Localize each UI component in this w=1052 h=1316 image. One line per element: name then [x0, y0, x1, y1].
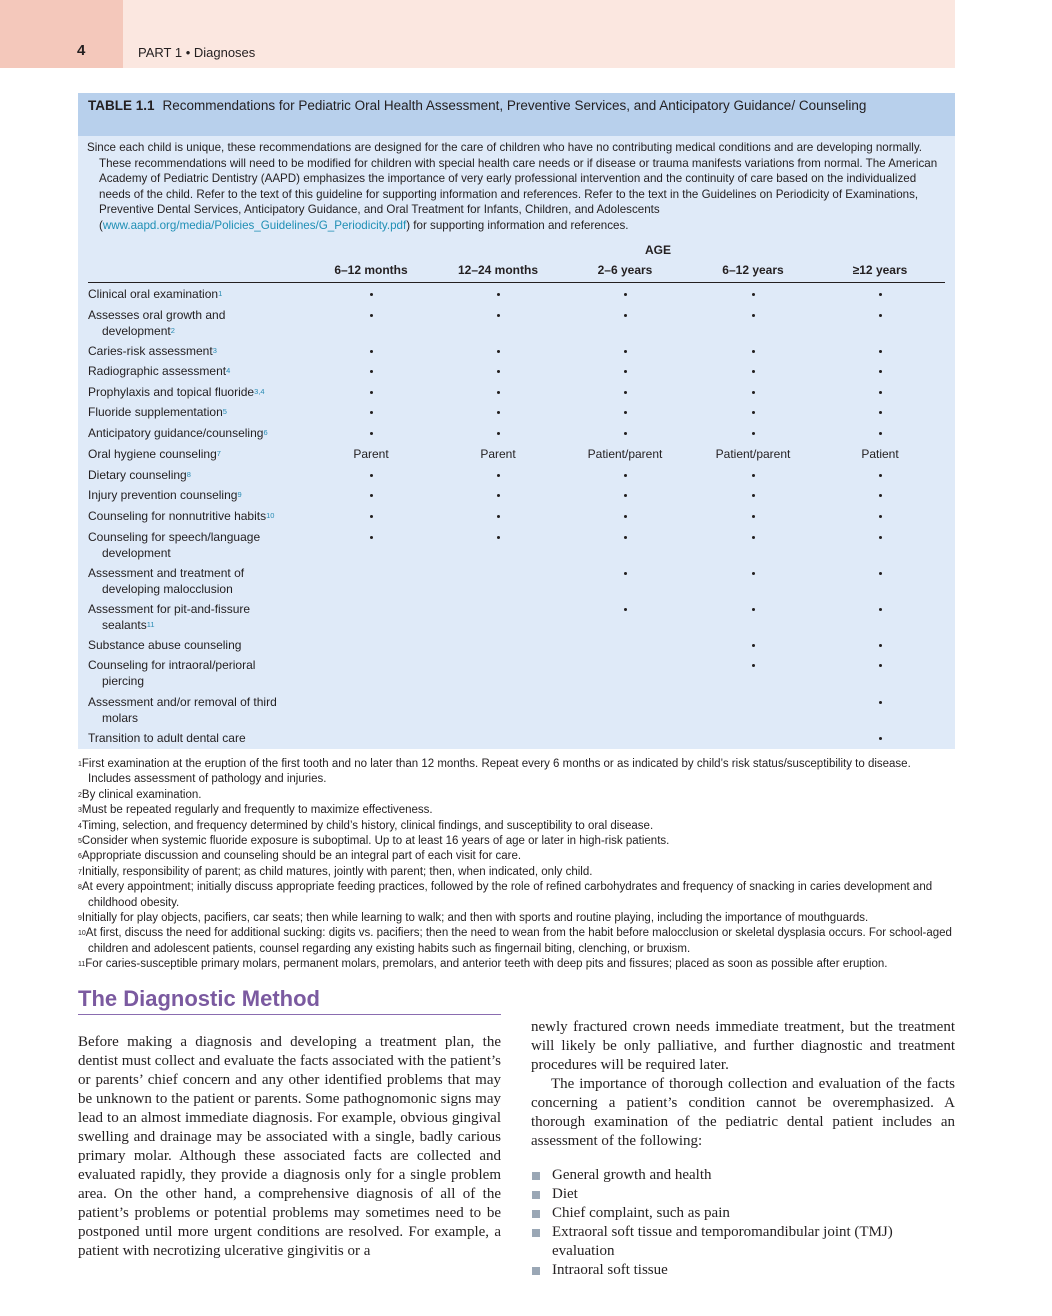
row-label: Substance abuse counseling: [88, 638, 242, 652]
recommended-dot: [688, 638, 818, 654]
square-bullet-icon: [532, 1210, 540, 1218]
bullet-dot-icon: [752, 536, 755, 539]
footnote-ref: 3: [212, 346, 217, 355]
column-header: 6–12 months: [334, 263, 408, 277]
recommended-dot: [688, 530, 818, 546]
recommended-dot: [688, 509, 818, 525]
recommended-dot: [560, 566, 690, 582]
bullet-dot-icon: [370, 391, 373, 394]
recommended-dot: [688, 566, 818, 582]
footnote: $^4$Timing, selection, and frequency determined by child’s history, clinical findings, and susceptibility to oral disease.: [78, 819, 654, 832]
recommended-dot: [433, 426, 563, 442]
bullet-dot-icon: [370, 411, 373, 414]
recommended-dot: [306, 287, 436, 303]
bullet-dot-icon: [370, 314, 373, 317]
recommended-dot: [688, 287, 818, 303]
column-header: 6–12 years: [722, 263, 784, 277]
footnote-ref: 6: [263, 428, 268, 437]
table-footnotes: [78, 757, 955, 973]
bullet-dot-icon: [497, 494, 500, 497]
footnote: $^8$At every appointment; initially discuss appropriate feeding practices, followed by the role of refined carbohydrates and frequency of snacking in caries development and childhood obesity.: [78, 881, 933, 909]
footnote-ref: 1: [218, 289, 223, 298]
body-paragraph: Before making a diagnosis and developing a treatment plan, the dentist must collect and evaluate the facts associated with the patient’s or parents’ chief concern and any other identified problems that may be unknown to the patient or parents. Some pathognomonic signs may lead to an almost immediate diagnosis. For example, obvious gingival swelling and drainage may be associated with a single, badly carious primary molar. Although these associated facts are collected and evaluated rapidly, they provide a diagnosis only for a single problem area. On the other hand, a comprehensive diagnosis of all of the patient’s problems or potential problems may sometimes need to be postponed until more urgent conditions are resolved. For example, a patient with necrotizing ulcerative gingivitis or a: [78, 1034, 501, 1259]
row-label: Oral hygiene counseling$^7$: [88, 447, 221, 461]
bullet-dot-icon: [752, 572, 755, 575]
recommended-dot: [815, 658, 945, 674]
recommended-dot: [306, 405, 436, 421]
footnote-ref: 2: [170, 325, 175, 335]
recommended-dot: [815, 566, 945, 582]
recommended-dot: [815, 731, 945, 747]
recommended-dot: [815, 405, 945, 421]
bullet-dot-icon: [497, 293, 500, 296]
table-cell: Patient: [861, 447, 899, 461]
bullet-dot-icon: [497, 314, 500, 317]
row-label: Fluoride supplementation$^5$: [88, 405, 227, 419]
footnote: $^9$Initially for play objects, pacifiers, car seats; then while learning to walk; and then with sports and routine playing, including the importance of mouthguards.: [78, 912, 869, 925]
bullet-dot-icon: [752, 370, 755, 373]
recommended-dot: [688, 344, 818, 360]
bullet-dot-icon: [497, 370, 500, 373]
bullet-dot-icon: [370, 432, 373, 435]
recommended-dot: [815, 488, 945, 504]
bullet-dot-icon: [752, 664, 755, 667]
recommended-dot: [560, 287, 690, 303]
bullet-dot-icon: [624, 370, 627, 373]
list-item: Chief complaint, such as pain: [531, 1204, 955, 1223]
body-column-left: [78, 1033, 501, 1261]
footnote: $^{11}$For caries-susceptible primary molars, permanent molars, premolars, and anterior teeth with deep pits and fissures; placed as soon as possible after eruption.: [78, 958, 888, 971]
recommended-dot: [688, 468, 818, 484]
footnote-ref: 9: [237, 490, 242, 499]
bullet-dot-icon: [624, 515, 627, 518]
bullet-dot-icon: [624, 572, 627, 575]
recommended-dot: [815, 385, 945, 401]
recommended-dot: [560, 364, 690, 380]
bullet-dot-icon: [752, 350, 755, 353]
row-label: Assesses oral growth and development$^2$: [88, 308, 226, 338]
bullet-dot-icon: [624, 293, 627, 296]
row-label: Anticipatory guidance/counseling$^6$: [88, 426, 268, 440]
row-label: Injury prevention counseling$^9$: [88, 488, 242, 502]
bullet-dot-icon: [497, 350, 500, 353]
table-label: TABLE 1.1: [88, 98, 155, 113]
recommended-dot: [560, 405, 690, 421]
footnote-ref: 3,4: [254, 387, 265, 396]
recommended-dot: [306, 426, 436, 442]
row-label: Dietary counseling$^8$: [88, 468, 191, 482]
table-intro-text-end: ) for supporting information and references.: [406, 218, 629, 232]
bullet-dot-icon: [752, 293, 755, 296]
square-bullet-icon: [532, 1172, 540, 1180]
square-bullet-icon: [532, 1229, 540, 1237]
footnote: $^{10}$At first, discuss the need for additional sucking: digits vs. pacifiers; then the need to wean from the habit before malocclusion or skeletal dysplasia occurs. For school-aged children and adolescent patients, counsel regarding any existing habits such as fingernail biting, clenching, or bruxism.: [78, 927, 952, 955]
bullet-dot-icon: [879, 293, 882, 296]
recommended-dot: [688, 426, 818, 442]
bullet-dot-icon: [752, 432, 755, 435]
body-paragraph: The importance of thorough collection and evaluation of the facts concerning a patient’s condition cannot be overemphasized. A thorough examination of the pediatric dental patient includes an assessment of the following:: [531, 1076, 955, 1149]
bullet-dot-icon: [370, 474, 373, 477]
bullet-dot-icon: [370, 350, 373, 353]
bullet-dot-icon: [370, 536, 373, 539]
recommended-dot: [433, 468, 563, 484]
recommended-dot: [688, 658, 818, 674]
bullet-dot-icon: [752, 494, 755, 497]
section-heading: The Diagnostic Method: [78, 986, 320, 1011]
recommended-dot: [815, 638, 945, 654]
row-label: Assessment and/or removal of third molars: [88, 695, 277, 725]
bullet-dot-icon: [752, 608, 755, 611]
recommended-dot: [688, 488, 818, 504]
section-heading-rule: [78, 1014, 501, 1015]
recommended-dot: [815, 468, 945, 484]
recommended-dot: [688, 308, 818, 324]
bullet-dot-icon: [752, 474, 755, 477]
recommended-dot: [306, 530, 436, 546]
recommended-dot: [306, 364, 436, 380]
recommended-dot: [433, 344, 563, 360]
table-title: [88, 97, 948, 115]
recommended-dot: [815, 602, 945, 618]
recommended-dot: [815, 364, 945, 380]
recommended-dot: [560, 468, 690, 484]
table-1-1: [78, 93, 955, 749]
bullet-dot-icon: [752, 644, 755, 647]
recommended-dot: [560, 509, 690, 525]
footnote: $^3$Must be repeated regularly and frequently to maximize effectiveness.: [78, 804, 433, 817]
row-label: Prophylaxis and topical fluoride$^{3,4}$: [88, 385, 265, 399]
bullet-dot-icon: [752, 515, 755, 518]
bullet-dot-icon: [879, 314, 882, 317]
bullet-dot-icon: [624, 432, 627, 435]
bullet-dot-icon: [497, 536, 500, 539]
bullet-dot-icon: [879, 737, 882, 740]
recommended-dot: [815, 308, 945, 324]
list-item: General growth and health: [531, 1166, 955, 1185]
row-label: Clinical oral examination$^1$: [88, 287, 223, 301]
bullet-dot-icon: [879, 474, 882, 477]
bullet-dot-icon: [497, 474, 500, 477]
bullet-dot-icon: [624, 391, 627, 394]
bullet-dot-icon: [370, 494, 373, 497]
bullet-dot-icon: [370, 370, 373, 373]
list-item: Diet: [531, 1185, 955, 1204]
footnote-ref: 10: [266, 511, 275, 520]
recommended-dot: [560, 602, 690, 618]
recommended-dot: [688, 385, 818, 401]
bullet-dot-icon: [624, 536, 627, 539]
bullet-dot-icon: [879, 608, 882, 611]
header-tab: [0, 0, 123, 68]
bullet-dot-icon: [879, 644, 882, 647]
column-header: 2–6 years: [597, 263, 653, 277]
table-cell: Parent: [353, 447, 389, 461]
bullet-dot-icon: [624, 350, 627, 353]
recommended-dot: [433, 488, 563, 504]
bullet-dot-icon: [879, 701, 882, 704]
recommended-dot: [306, 488, 436, 504]
recommended-dot: [815, 426, 945, 442]
bullet-dot-icon: [497, 411, 500, 414]
bullet-dot-icon: [879, 411, 882, 414]
footnote: $^5$Consider when systemic fluoride exposure is suboptimal. Up to at least 16 years of age or later in high-risk patients.: [78, 835, 670, 848]
header-rule: [88, 282, 945, 283]
footnote-ref: 8: [186, 470, 191, 479]
bullet-dot-icon: [624, 314, 627, 317]
recommended-dot: [306, 509, 436, 525]
bullet-dot-icon: [879, 391, 882, 394]
footnote: $^7$Initially, responsibility of parent; as child matures, jointly with parent; then, when indicated, only child.: [78, 865, 593, 878]
table-cell: Patient/parent: [587, 447, 663, 461]
row-label: Caries-risk assessment$^3$: [88, 344, 217, 358]
row-label: Radiographic assessment$^4$: [88, 364, 231, 378]
row-label: Counseling for nonnutritive habits$^{10}$: [88, 509, 275, 523]
list-item: Extraoral soft tissue and temporomandibular joint (TMJ) evaluation: [531, 1223, 955, 1261]
bullet-dot-icon: [879, 370, 882, 373]
bullet-dot-icon: [752, 411, 755, 414]
recommended-dot: [433, 530, 563, 546]
periodicity-guideline-link[interactable]: www.aapd.org/media/Policies_Guidelines/G_Periodicity.pdf: [102, 218, 407, 232]
recommended-dot: [433, 364, 563, 380]
bullet-dot-icon: [370, 515, 373, 518]
body-paragraph: newly fractured crown needs immediate treatment, but the treatment will likely be only palliative, and further diagnostic and treatment procedures will be required later.: [531, 1019, 955, 1073]
bullet-dot-icon: [879, 350, 882, 353]
bullet-dot-icon: [752, 391, 755, 394]
body-column-right: [531, 1018, 955, 1151]
page-number: 4: [77, 42, 86, 59]
recommended-dot: [433, 405, 563, 421]
bullet-dot-icon: [497, 432, 500, 435]
recommended-dot: [306, 308, 436, 324]
recommended-dot: [560, 344, 690, 360]
row-label: Counseling for speech/language development: [88, 530, 261, 560]
age-column-group-label: AGE: [644, 243, 671, 257]
row-label: Assessment for pit-and-fissure sealants$^{11}$: [88, 602, 251, 632]
bullet-dot-icon: [879, 536, 882, 539]
footnote-ref: 4: [226, 366, 231, 375]
recommended-dot: [688, 405, 818, 421]
recommended-dot: [433, 287, 563, 303]
table-cell: Patient/parent: [715, 447, 791, 461]
column-header: ≥12 years: [852, 263, 908, 277]
row-label: Transition to adult dental care: [88, 731, 246, 745]
recommended-dot: [560, 385, 690, 401]
row-label: Counseling for intraoral/perioral piercing: [88, 658, 256, 688]
bullet-dot-icon: [879, 515, 882, 518]
recommended-dot: [560, 530, 690, 546]
footnote-ref: 7: [216, 449, 221, 458]
bullet-dot-icon: [624, 608, 627, 611]
footnote: $^1$First examination at the eruption of the first tooth and no later than 12 months. Repeat every 6 months or as indicated by child’s risk status/susceptibility to disease. Includes assessment of pathology and injuries.: [78, 758, 911, 786]
assessment-bullet-list: [531, 1166, 955, 1280]
recommended-dot: [560, 426, 690, 442]
column-header: 12–24 months: [457, 263, 539, 277]
bullet-dot-icon: [497, 515, 500, 518]
bullet-dot-icon: [879, 664, 882, 667]
bullet-dot-icon: [752, 314, 755, 317]
bullet-dot-icon: [497, 391, 500, 394]
bullet-dot-icon: [624, 494, 627, 497]
recommended-dot: [560, 488, 690, 504]
bullet-dot-icon: [879, 432, 882, 435]
table-cell: Parent: [480, 447, 516, 461]
list-item: Intraoral soft tissue: [531, 1261, 955, 1280]
recommended-dot: [433, 308, 563, 324]
recommended-dot: [306, 385, 436, 401]
footnote: $^2$By clinical examination.: [78, 788, 202, 801]
recommended-dot: [306, 468, 436, 484]
bullet-dot-icon: [370, 293, 373, 296]
footnote-ref: 11: [146, 619, 155, 629]
recommended-dot: [815, 695, 945, 711]
table-intro: [87, 140, 947, 234]
bullet-dot-icon: [879, 572, 882, 575]
bullet-dot-icon: [879, 494, 882, 497]
square-bullet-icon: [532, 1191, 540, 1199]
recommended-dot: [433, 385, 563, 401]
recommended-dot: [433, 509, 563, 525]
recommended-dot: [560, 308, 690, 324]
square-bullet-icon: [532, 1267, 540, 1275]
recommended-dot: [688, 602, 818, 618]
recommended-dot: [688, 364, 818, 380]
bullet-dot-icon: [624, 474, 627, 477]
recommended-dot: [815, 287, 945, 303]
table-title-text: Recommendations for Pediatric Oral Health Assessment, Preventive Services, and Anticipatory Guidance/ Counseling: [162, 98, 867, 113]
footnote-ref: 5: [222, 407, 227, 416]
recommended-dot: [815, 530, 945, 546]
bullet-dot-icon: [624, 411, 627, 414]
recommended-dot: [815, 344, 945, 360]
footnote: $^6$Appropriate discussion and counseling should be an integral part of each visit for care.: [78, 850, 522, 863]
table-intro-text: Since each child is unique, these recommendations are designed for the care of children who have no contributing medical conditions and are developing normally. These recommendations will need to be modified for children with special health care needs or if disease or trauma manifests variations from normal. The American Academy of Pediatric Dentistry (AAPD) emphasizes the importance of very early professional intervention and the continuity of care based on the individualized needs of the child. Refer to the text of this guideline for supporting information and references. Refer to the text in the Guidelines on Periodicity of Examinations, Preventive Dental Services, Anticipatory Guidance, and Oral Treatment for Infants, Children, and Adolescents (: [87, 141, 938, 232]
running-head: PART 1 • Diagnoses: [138, 45, 256, 60]
recommended-dot: [815, 509, 945, 525]
row-label: Assessment and treatment of developing malocclusion: [88, 566, 245, 596]
recommended-dot: [306, 344, 436, 360]
